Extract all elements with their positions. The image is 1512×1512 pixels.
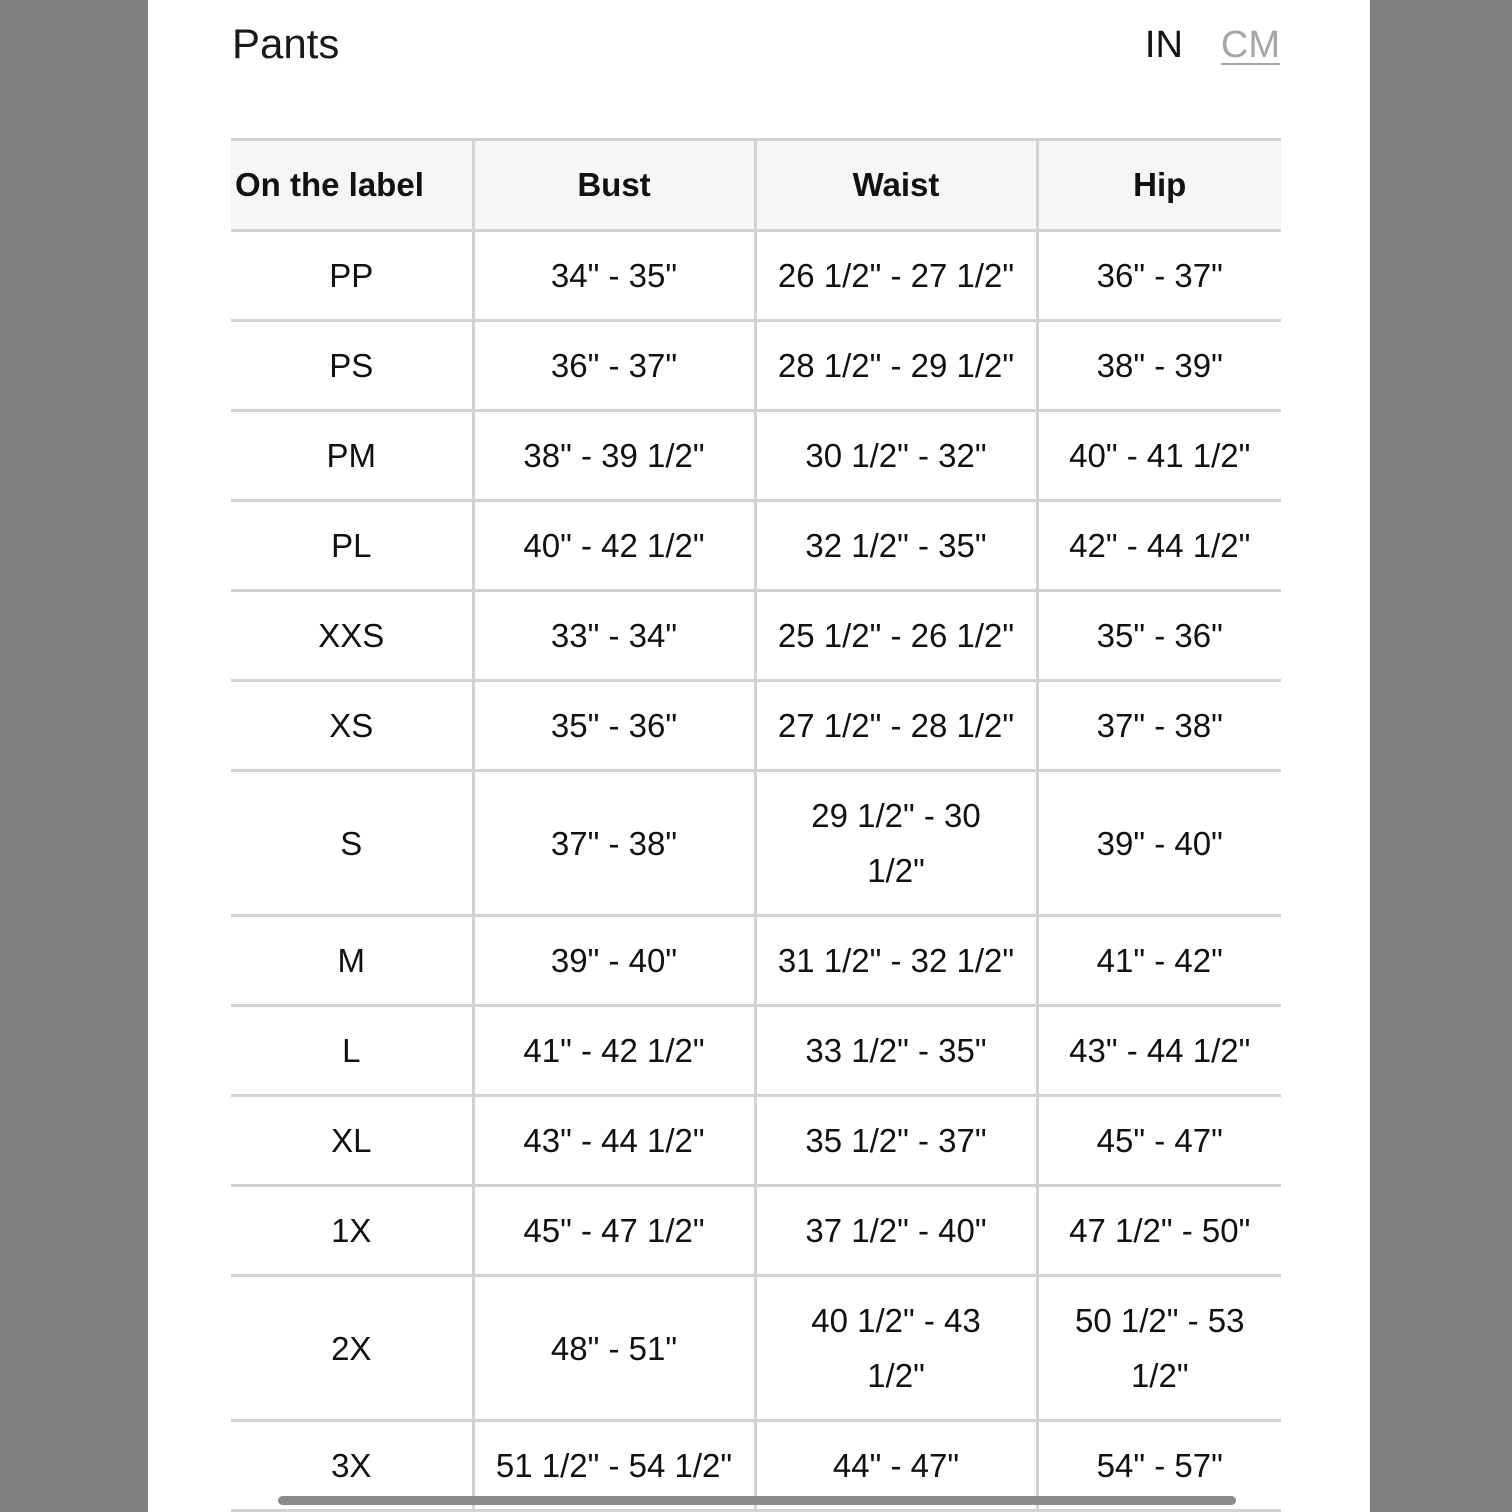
bust-cell: 48" - 51" <box>473 1276 755 1421</box>
hip-cell: 42" - 44 1/2" <box>1037 501 1281 591</box>
bust-cell: 51 1/2" - 54 1/2" <box>473 1421 755 1511</box>
bust-cell: 33" - 34" <box>473 591 755 681</box>
bust-cell: 34" - 35" <box>473 231 755 321</box>
table-row <box>231 1186 1281 1276</box>
hip-cell: 43" - 44 1/2" <box>1037 1006 1281 1096</box>
unit-inches-option[interactable]: IN <box>1144 24 1183 66</box>
size-label-cell: L <box>231 1006 473 1096</box>
size-label-cell: PL <box>231 501 473 591</box>
waist-cell: 25 1/2" - 26 1/2" <box>755 591 1037 681</box>
size-label-cell: 1X <box>231 1186 473 1276</box>
waist-cell: 26 1/2" - 27 1/2" <box>755 231 1037 321</box>
bust-cell: 39" - 40" <box>473 916 755 1006</box>
waist-cell: 40 1/2" - 43 1/2" <box>755 1276 1037 1421</box>
hip-cell: 38" - 39" <box>1037 321 1281 411</box>
table-row <box>231 1096 1281 1186</box>
size-label-cell: XXS <box>231 591 473 681</box>
table-row <box>231 916 1281 1006</box>
hip-cell: 41" - 42" <box>1037 916 1281 1006</box>
hip-cell: 54" - 57" <box>1037 1421 1281 1511</box>
size-label-cell: 3X <box>231 1421 473 1511</box>
table-row <box>231 501 1281 591</box>
column-header-waist: Waist <box>755 140 1037 231</box>
size-chart-panel <box>148 0 1370 1512</box>
hip-cell: 47 1/2" - 50" <box>1037 1186 1281 1276</box>
size-label-cell: PS <box>231 321 473 411</box>
bust-cell: 41" - 42 1/2" <box>473 1006 755 1096</box>
table-row <box>231 321 1281 411</box>
table-row <box>231 231 1281 321</box>
bust-cell: 38" - 39 1/2" <box>473 411 755 501</box>
table-row <box>231 1006 1281 1096</box>
hip-cell: 39" - 40" <box>1037 771 1281 916</box>
size-label-cell: 2X <box>231 1276 473 1421</box>
hip-cell: 45" - 47" <box>1037 1096 1281 1186</box>
size-label-cell: PM <box>231 411 473 501</box>
table-row <box>231 1276 1281 1421</box>
table-row <box>231 771 1281 916</box>
unit-toggle <box>1145 22 1280 68</box>
bust-cell: 35" - 36" <box>473 681 755 771</box>
unit-centimeters-option[interactable]: CM <box>1220 24 1280 66</box>
waist-cell: 33 1/2" - 35" <box>755 1006 1037 1096</box>
size-label-cell: M <box>231 916 473 1006</box>
hip-cell: 36" - 37" <box>1037 231 1281 321</box>
table-row <box>231 681 1281 771</box>
horizontal-scrollbar[interactable] <box>278 1496 1236 1505</box>
table-row <box>231 591 1281 681</box>
waist-cell: 32 1/2" - 35" <box>755 501 1037 591</box>
size-label-cell: XS <box>231 681 473 771</box>
waist-cell: 30 1/2" - 32" <box>755 411 1037 501</box>
waist-cell: 37 1/2" - 40" <box>755 1186 1037 1276</box>
size-label-cell: S <box>231 771 473 916</box>
bust-cell: 37" - 38" <box>473 771 755 916</box>
waist-cell: 29 1/2" - 30 1/2" <box>755 771 1037 916</box>
hip-cell: 37" - 38" <box>1037 681 1281 771</box>
hip-cell: 35" - 36" <box>1037 591 1281 681</box>
size-label-cell: PP <box>231 231 473 321</box>
bust-cell: 40" - 42 1/2" <box>473 501 755 591</box>
waist-cell: 28 1/2" - 29 1/2" <box>755 321 1037 411</box>
table-header-row <box>231 140 1281 231</box>
column-header-hip: Hip <box>1037 140 1281 231</box>
size-label-cell: XL <box>231 1096 473 1186</box>
hip-cell: 40" - 41 1/2" <box>1037 411 1281 501</box>
waist-cell: 31 1/2" - 32 1/2" <box>755 916 1037 1006</box>
bust-cell: 45" - 47 1/2" <box>473 1186 755 1276</box>
column-header-label: On the label <box>231 140 473 231</box>
bust-cell: 43" - 44 1/2" <box>473 1096 755 1186</box>
table-row <box>231 411 1281 501</box>
hip-cell: 50 1/2" - 53 1/2" <box>1037 1276 1281 1421</box>
waist-cell: 44" - 47" <box>755 1421 1037 1511</box>
bust-cell: 36" - 37" <box>473 321 755 411</box>
column-header-bust: Bust <box>473 140 755 231</box>
waist-cell: 35 1/2" - 37" <box>755 1096 1037 1186</box>
waist-cell: 27 1/2" - 28 1/2" <box>755 681 1037 771</box>
size-table <box>231 138 1281 1512</box>
page-title: Pants <box>232 20 340 67</box>
